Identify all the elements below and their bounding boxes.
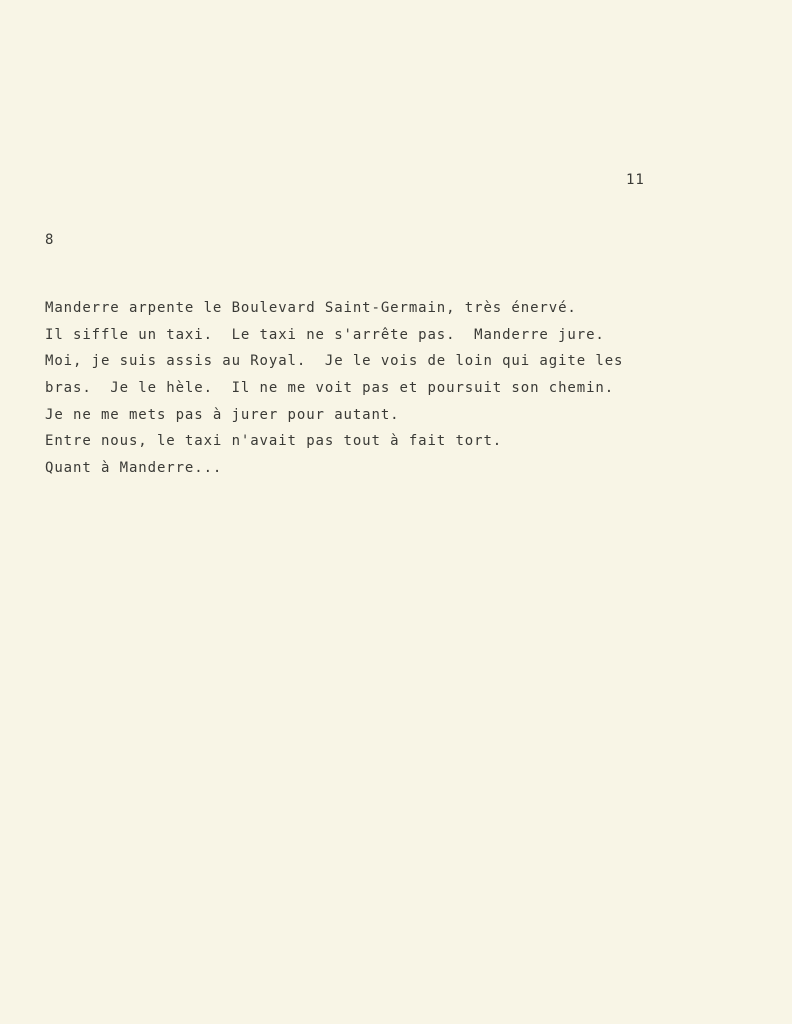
text-line: Je ne me mets pas à jurer pour autant. xyxy=(45,406,400,423)
body-text xyxy=(45,295,655,482)
section-number: 8 xyxy=(45,232,54,248)
text-line: Quant à Manderre... xyxy=(45,460,223,477)
text-line: bras. Je le hèle. Il ne me voit pas et poursuit son chemin. xyxy=(45,380,615,397)
text-line: Moi, je suis assis au Royal. Je le vois de loin qui agite les xyxy=(45,353,624,370)
text-line: Entre nous, le taxi n'avait pas tout à fait tort. xyxy=(45,433,503,450)
text-line: Manderre arpente le Boulevard Saint-Germain, très énervé. xyxy=(45,300,577,316)
text-line: Il siffle un taxi. Le taxi ne s'arrête pas. Manderre jure. xyxy=(45,326,605,343)
page-number: 11 xyxy=(626,172,645,188)
